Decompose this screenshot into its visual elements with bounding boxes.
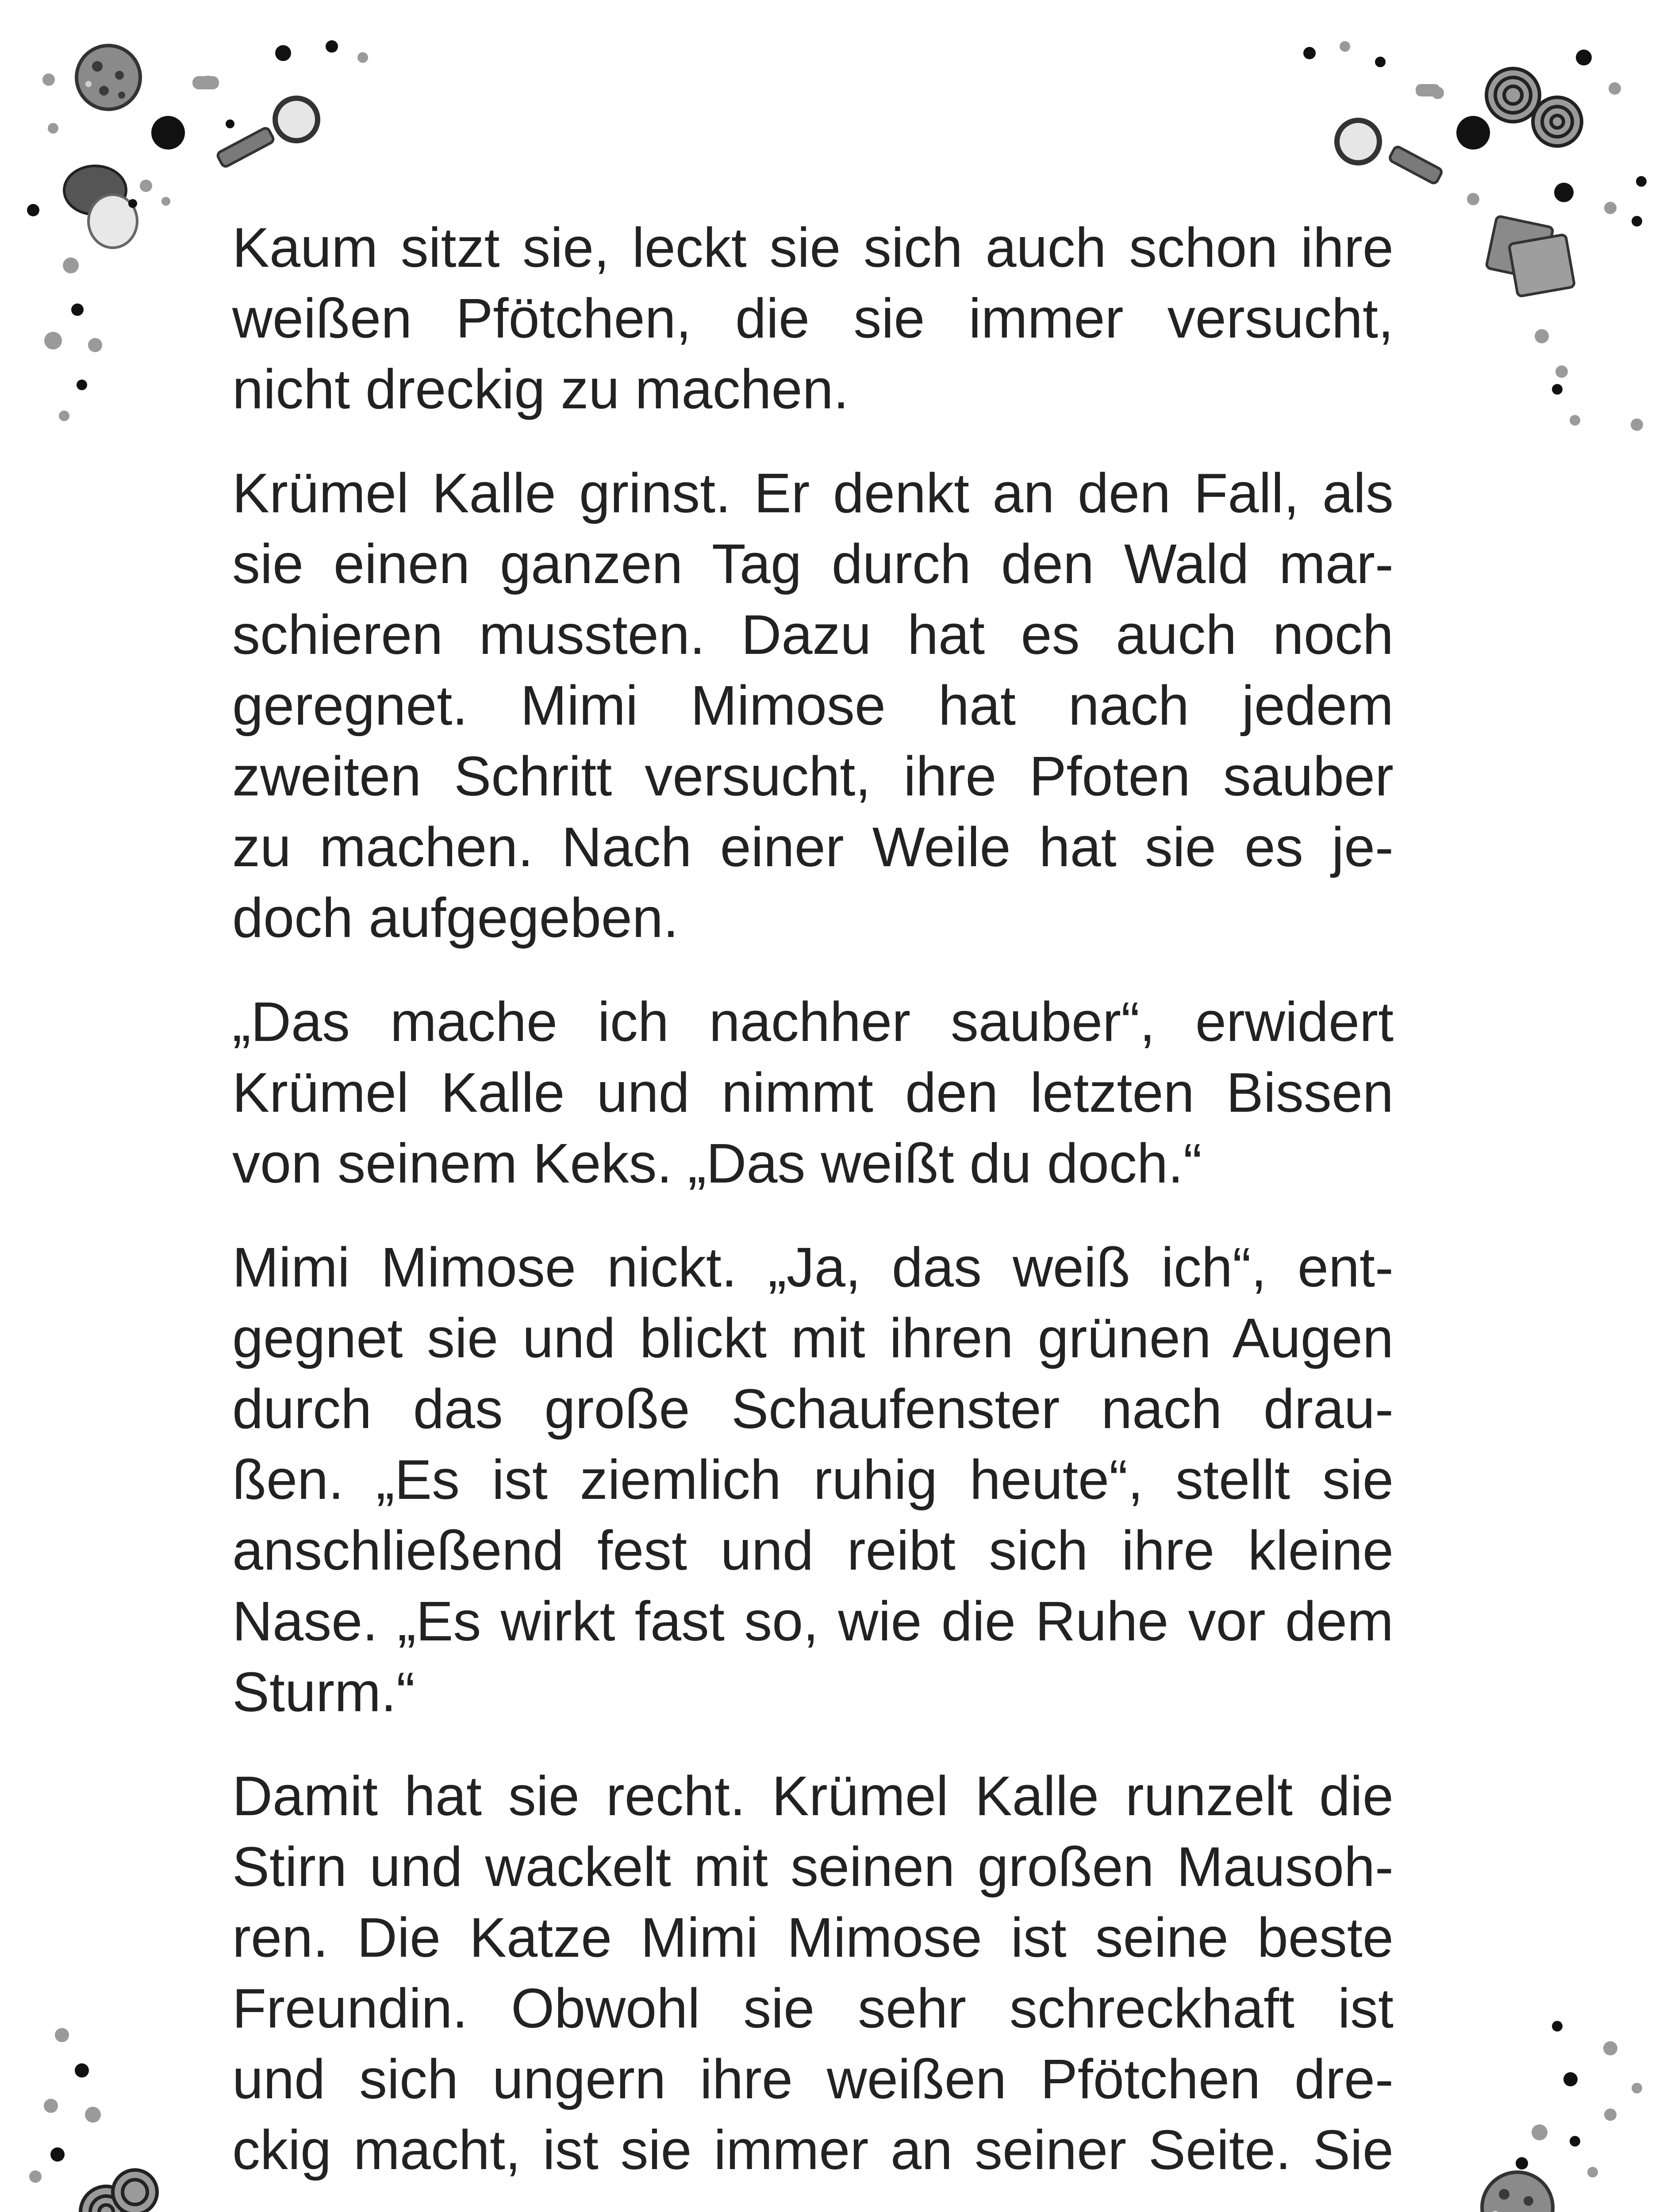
text-line: ren. Die Katze Mimi Mimose ist seine beste [232,1906,1394,1969]
text-line: Damit hat sie recht. Krümel Kalle runzelt die [232,1765,1394,1827]
text-line: geregnet. Mimi Mimose hat nach jedem [232,674,1394,737]
text-line: Sturm.“ [232,1661,415,1723]
text-line: Mimi Mimose nickt. „Ja, das weiß ich“, ent- [232,1236,1394,1298]
text-line: sie einen ganzen Tag durch den Wald mar- [232,533,1394,595]
magnifying-glass-icon [1337,120,1443,184]
text-line: Nase. „Es wirkt fast so, wie die Ruhe vor dem [232,1590,1394,1652]
paragraph [232,458,1394,953]
lollipop-icon [81,2170,157,2212]
text-line: zu machen. Nach einer Weile hat sie es je- [232,816,1394,878]
text-line: Freundin. Obwohl sie sehr schreckhaft ist [232,1977,1394,2039]
text-line: zweiten Schritt versucht, ihre Pfoten sauber [232,745,1394,807]
text-line: anschließend fest und reibt sich ihre kleine [232,1519,1394,1582]
text-line: gegnet sie und blickt mit ihren grünen Augen [232,1307,1394,1369]
cracker-icon [1486,216,1575,297]
text-line: ckig macht, ist sie immer an seiner Seite. Sie [232,2119,1394,2181]
cookie-icon [77,46,140,109]
text-line: weißen Pfötchen, die sie immer versucht, [232,287,1394,349]
text-line: durch das große Schaufenster nach drau- [232,1378,1394,1440]
lollipop-icon [1486,69,1582,146]
text-line: nicht dreckig zu machen. [232,358,849,420]
text-line: „Das mache ich nachher sauber“, erwidert [232,991,1394,1053]
text-line: von seinem Keks. „Das weißt du doch.“ [232,1132,1202,1194]
magnifying-glass-icon [216,98,318,168]
cookie-icon [1482,2172,1553,2212]
text-line: schieren mussten. Dazu hat es auch noch [232,603,1394,666]
text-line: Krümel Kalle grinst. Er denkt an den Fall, als [232,462,1394,524]
text-line: und sich ungern ihre weißen Pfötchen dre- [232,2048,1394,2110]
text-line: doch aufgegeben. [232,887,679,949]
mushroom-candy-icon [64,166,137,248]
text-line: ßen. „Es ist ziemlich ruhig heute“, stellt sie [232,1448,1394,1511]
paragraph [232,1761,1394,2185]
text-line: Krümel Kalle und nimmt den letzten Bissen [232,1061,1394,1124]
paragraph [232,987,1394,1199]
paragraph [232,212,1394,425]
paragraph [232,1232,1394,1728]
text-line: Stirn und wackelt mit seinen großen Mausoh- [232,1836,1394,1898]
text-line: Kaum sitzt sie, leckt sie sich auch schon ihre [232,216,1394,279]
body-text [232,212,1394,2212]
